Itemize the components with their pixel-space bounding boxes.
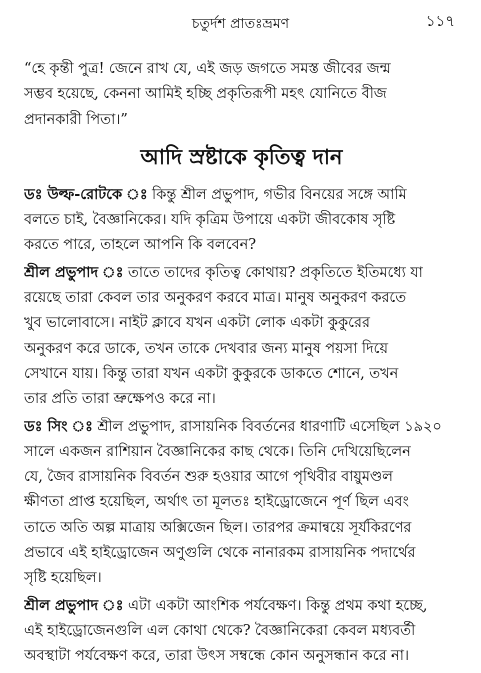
quote-line: “হে কৃন্তী পুত্র! জেনে রাখ যে, এই জড় জগতে সমস্ত জীবের জন্ম	[24, 60, 391, 77]
speech-text: কিন্তু শ্রীল প্রভুপাদ, গভীর বিনয়ের সঙ্গে আমি	[152, 185, 407, 203]
paragraph-line: সৃষ্টি হয়েছিল।	[24, 569, 102, 587]
paragraph-line: খুব ভালোবাসে। নাইট ক্লাবে যখন একটা লোক একটা কুকুরের	[24, 314, 370, 332]
page-number: ১১৭	[425, 12, 455, 30]
speaker-name: ডঃ উল্ফ-রোটকে ঃ	[24, 185, 148, 203]
paragraph-first-line	[24, 414, 459, 439]
section-title: আদি স্রষ্টাকে কৃতিত্ব দান	[140, 143, 343, 169]
paragraph-first-line	[24, 260, 459, 285]
dialogue-paragraph	[24, 260, 459, 412]
dialogue-paragraph	[24, 182, 459, 258]
paragraph-line: করতে পারে, তাহলে আপনি কি বলবেন?	[24, 236, 256, 254]
page-header	[24, 6, 457, 38]
dialogue-paragraph	[24, 414, 459, 591]
paragraph-line: তাতে অতি অল্প মাত্রায় অক্সিজেন ছিল। তারপর ক্রমান্বয়ে সূর্যকিরণের	[24, 518, 412, 536]
verse-quote	[24, 56, 459, 132]
paragraph-line: রয়েছে তারা কেবল তার অনুকরণ করবে মাত্র। মানুষ অনুকরণ করতে	[24, 289, 407, 307]
paragraph-line: অবস্থাটা পর্যবেক্ষণ করে, তারা উৎস সম্বন্ধে কোন অনুসন্ধান করে না।	[24, 647, 410, 665]
speaker-name: শ্রীল প্রভুপাদ ঃ	[24, 596, 124, 614]
speaker-name: শ্রীল প্রভুপাদ ঃ	[24, 263, 124, 281]
paragraph-line: তার প্রতি তারা ভ্রুক্ষেপও করে না।	[24, 390, 216, 408]
paragraph-line: সেখানে যায়। কিন্তু তারা যখন একটা কুকুরকে ডাকতে শোনে, তখন	[24, 364, 399, 382]
paragraph-line: প্রভাবে এই হাইড্রোজেন অণুগুলি থেকে নানারকম রাসায়নিক পদার্থের	[24, 544, 416, 562]
paragraph-first-line	[24, 593, 459, 618]
speech-text: শ্রীল প্রভুপাদ, রাসায়নিক বিবর্তনের ধারণাটি এসেছিল ১৯২০	[97, 417, 442, 435]
paragraph-line: ক্ষীণতা প্রাপ্ত হয়েছিল, অর্থাৎ তা মূলতঃ হাইড্রোজেনে পূর্ণ ছিল এবং	[24, 493, 409, 511]
dialogue-paragraph	[24, 593, 459, 669]
paragraph-line: এই হাইড্রোজেনগুলি এল কোথা থেকে? বৈজ্ঞানিকেরা কেবল মধ্যবর্তী	[24, 621, 416, 639]
paragraph-first-line	[24, 182, 459, 207]
quote-line: প্রদানকারী পিতা।”	[24, 110, 128, 128]
paragraph-line: সালে একজন রাশিয়ান বৈজ্ঞানিকের কাছ থেকে। তিনি দেখিয়েছিলেন	[24, 442, 411, 460]
running-title: চতুর্দশ প্রাতঃভ্রমণ	[191, 16, 290, 32]
speaker-name: ডঃ সিং ঃ	[24, 417, 93, 435]
speech-text: এটা একটা আংশিক পর্যবেক্ষণ। কিন্তু প্রথম কথা হচ্ছে,	[127, 596, 428, 614]
paragraph-line: যে, জৈব রাসায়নিক বিবর্তন শুরু হওয়ার আগে পৃথিবীর বায়ুমণ্ডল	[24, 468, 393, 486]
quote-line: সম্ভব হয়েছে, কেননা আমিই হচ্ছি প্রকৃতিরূপী মহৎ যোনিতে বীজ	[24, 85, 387, 103]
speech-text: তাতে তাদের কৃতিত্ব কোথায়? প্রকৃতিতে ইতিমধ্যে যা	[127, 263, 423, 281]
paragraph-line: বলতে চাই, বৈজ্ঞানিকের। যদি কৃত্রিম উপায়ে একটা জীবকোষ সৃষ্টি	[24, 211, 396, 229]
paragraph-line: অনুকরণ করে ডাকে, তখন তাকে দেখবার জন্য মানুষ পয়সা দিয়ে	[24, 339, 388, 357]
page-body	[24, 56, 459, 671]
